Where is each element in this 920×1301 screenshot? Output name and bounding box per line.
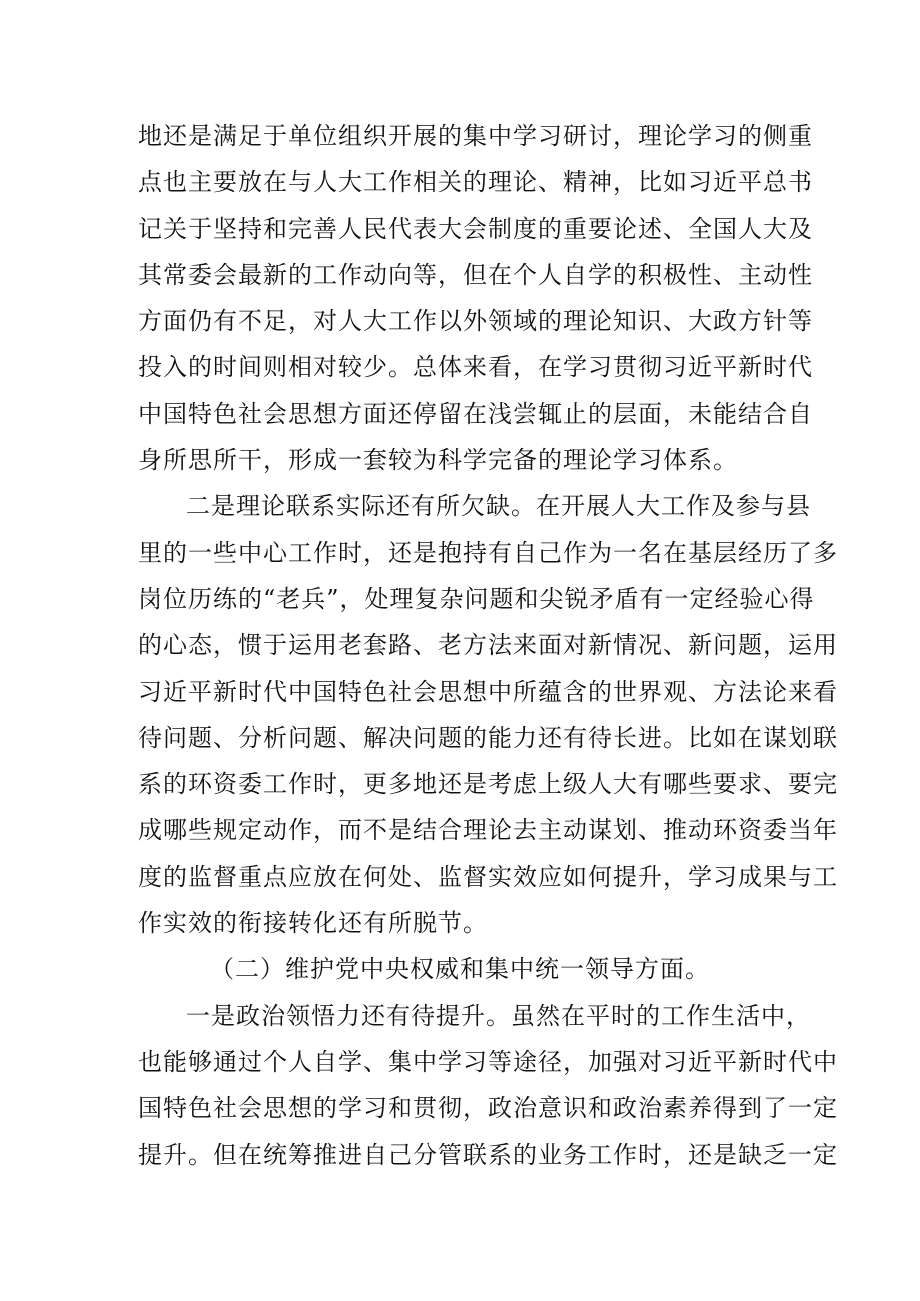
paragraph-1-line-5: 方面仍有不足，对人大工作以外领域的理论知识、大政方针等 [138,307,813,336]
paragraph-3-line-3: 国特色社会思想的学习和贯彻，政治意识和政治素养得到了一定 [138,1094,838,1123]
section-heading: （二）维护党中央权威和集中统一领导方面。 [210,955,710,984]
paragraph-3-line-4: 提升。但在统筹推进自己分管联系的业务工作时，还是缺乏一定 [138,1140,838,1169]
paragraph-1-line-8: 身所思所干，形成一套较为科学完备的理论学习体系。 [138,446,738,475]
paragraph-2-line-9: 度的监督重点应放在何处、监督实效应如何提升，学习成果与工 [138,862,838,891]
paragraph-2-line-1: 二是理论联系实际还有所欠缺。在开展人大工作及参与县 [186,492,811,521]
paragraph-3-line-2: 也能够通过个人自学、集中学习等途径，加强对习近平新时代中 [138,1047,838,1076]
paragraph-1-line-7: 中国特色社会思想方面还停留在浅尝辄止的层面，未能结合自 [138,399,813,428]
paragraph-1-line-3: 记关于坚持和完善人民代表大会制度的重要论述、全国人大及 [138,214,813,243]
paragraph-2-line-7: 系的环资委工作时，更多地还是考虑上级人大有哪些要求、要完 [138,770,838,799]
document-body [138,113,838,1178]
paragraph-2-line-8: 成哪些规定动作，而不是结合理论去主动谋划、推动环资委当年 [138,816,838,845]
paragraph-1-line-2: 点也主要放在与人大工作相关的理论、精神，比如习近平总书 [138,168,813,197]
paragraph-2-line-4: 的心态，惯于运用老套路、老方法来面对新情况、新问题，运用 [138,631,838,660]
paragraph-1-line-1: 地还是满足于单位组织开展的集中学习研讨，理论学习的侧重 [138,122,813,150]
paragraph-2-line-5: 习近平新时代中国特色社会思想中所蕴含的世界观、方法论来看 [138,677,838,706]
paragraph-3-line-1: 一是政治领悟力还有待提升。虽然在平时的工作生活中， [186,1001,811,1030]
paragraph-2-line-6: 待问题、分析问题、解决问题的能力还有待长进。比如在谋划联 [138,723,838,752]
paragraph-1-line-4: 其常委会最新的工作动向等，但在个人自学的积极性、主动性 [138,260,813,289]
paragraph-2-line-3: 岗位历练的“老兵”，处理复杂问题和尖锐矛盾有一定经验心得 [138,584,815,613]
paragraph-2-line-10: 作实效的衔接转化还有所脱节。 [138,909,488,938]
paragraph-1-line-6: 投入的时间则相对较少。总体来看，在学习贯彻习近平新时代 [138,353,813,382]
paragraph-2-line-2: 里的一些中心工作时，还是抱持有自己作为一名在基层经历了多 [138,538,838,567]
